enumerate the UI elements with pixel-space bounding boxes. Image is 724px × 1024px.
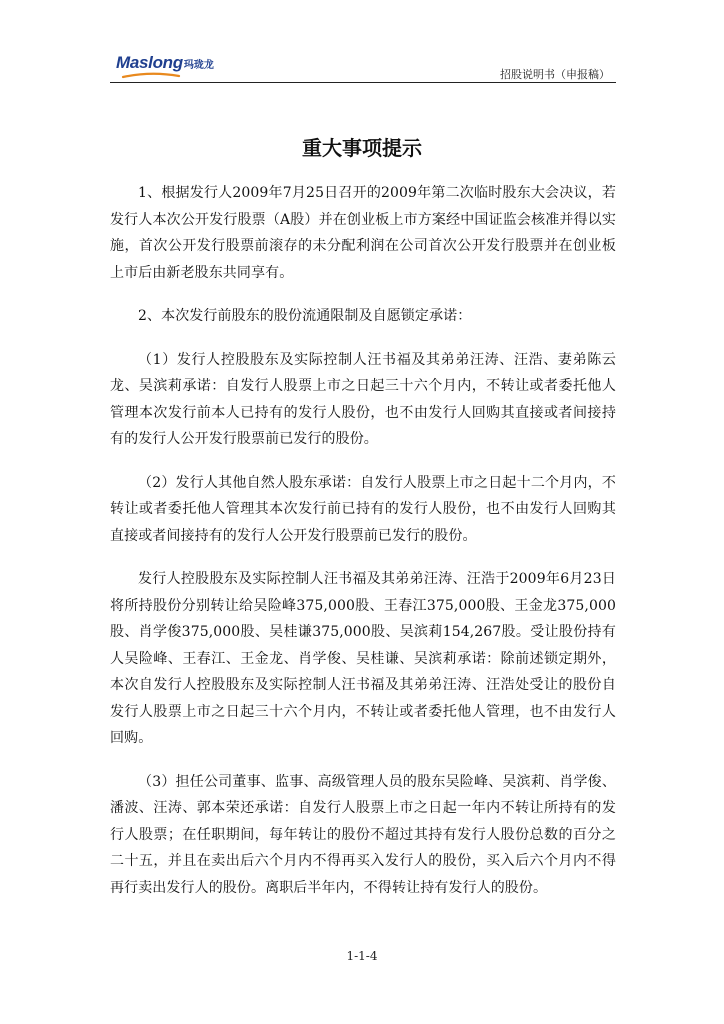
paragraph-3: （1）发行人控股股东及实际控制人汪书福及其弟弟汪涛、汪浩、妻弟陈云龙、吴滨莉承诺：自发行人股票上市之日起三十六个月内，不转让或者委托他人管理本次发行前本人已持有的发行人股份，也不由发行人回购其直接或者间接持有的发行人公开发行股票前已发行的股份。	[110, 351, 616, 447]
paragraph-4: （2）发行人其他自然人股东承诺：自发行人股票上市之日起十二个月内，不转让或者委托他人管理其本次发行前已持有的发行人股份，也不由发行人回购其直接或者间接持有的发行人公开发行股票前已发行的股份。	[110, 474, 616, 544]
paragraph-5: 发行人控股股东及实际控制人汪书福及其弟弟汪涛、汪浩于2009年6月23日将所持股份分别转让给吴险峰375,000股、王春江375,000股、王金龙375,000股、肖学俊375,000股、吴桂谦375,000股、吴滨莉154,267股。受让股份持有人吴险峰、王春江、王金龙、肖学俊、吴桂谦、吴滨莉承诺：除前述锁定期外，本次自发行人控股股东及实际控制人汪书福及其弟弟汪涛、汪浩处受让的股份自发行人股票上市之日起三十六个月内，不转让或者委托他人管理，也不由发行人回购。	[110, 571, 616, 746]
company-logo	[116, 53, 214, 75]
logo-swoosh-icon	[121, 72, 181, 80]
logo-wordmark: Maslong	[116, 53, 183, 72]
header-divider	[110, 82, 616, 83]
paragraph-1: 1、根据发行人2009年7月25日召开的2009年第二次临时股东大会决议，若发行人本次公开发行股票（A股）并在创业板上市方案经中国证监会核准并得以实施，首次公开发行股票前滚存的未分配利润在公司首次公开发行股票并在创业板上市后由新老股东共同享有。	[110, 185, 616, 281]
paragraph-6: （3）担任公司董事、监事、高级管理人员的股东吴险峰、吴滨莉、肖学俊、潘波、汪涛、郭本荣还承诺：自发行人股票上市之日起一年内不转让所持有的发行人股票；在任职期间，每年转让的股份不超过其持有发行人股份总数的百分之二十五，并且在卖出后六个月内不得再买入发行人的股份，买入后六个月内不得再行卖出发行人的股份。离职后半年内，不得转让持有发行人的股份。	[110, 773, 616, 896]
page-number: 1-1-4	[346, 949, 378, 963]
main-content	[110, 180, 616, 918]
paragraph-2: 2、本次发行前股东的股份流通限制及自愿锁定承诺：	[138, 308, 472, 324]
document-header-title: 招股说明书（申报稿）	[500, 68, 610, 81]
logo-chinese-name: 玛珑龙	[183, 60, 214, 71]
page-title: 重大事项提示	[302, 136, 422, 160]
